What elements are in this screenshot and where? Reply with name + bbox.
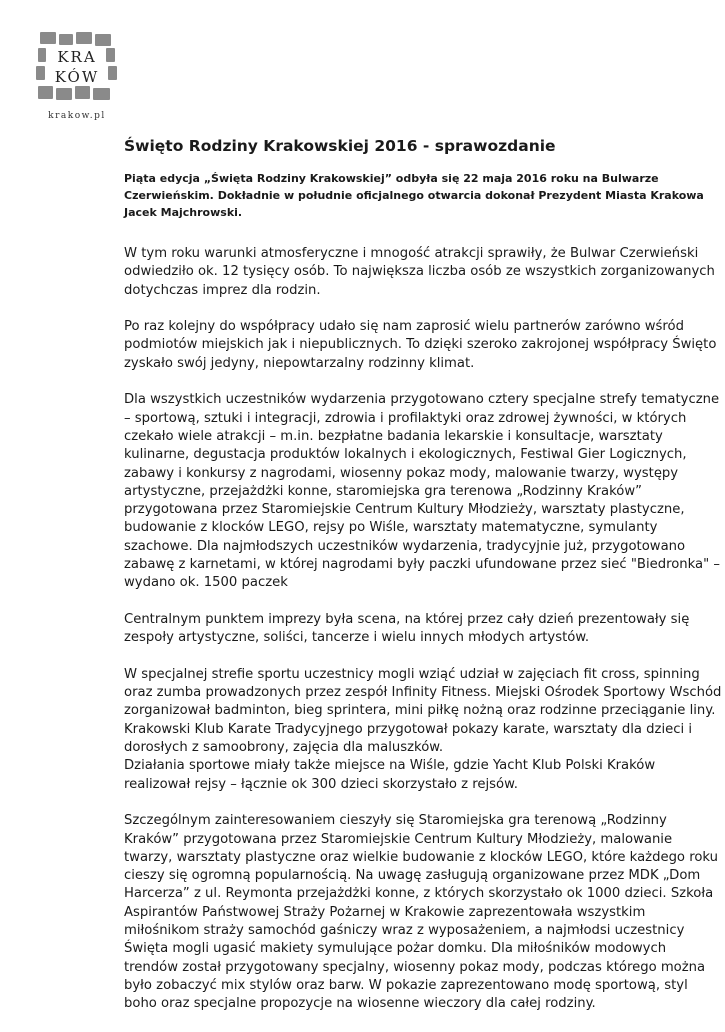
lead-paragraph: Piąta edycja „Święta Rodziny Krakowskiej” odbyła się 22 maja 2016 roku na Bulwarze Czerwieńskim. Dokładnie w południe oficjalnego otwarcia dokonał Prezydent Miasta Krakowa Jacek Majchrowski.	[124, 172, 704, 219]
body-paragraph: Dla wszystkich uczestników wydarzenia przygotowano cztery specjalne strefy tematyczne – sportową, sztuki i integracji, zdrowia i profilaktyki oraz zdrowej żywności, w których czekało wiele atrakcji – m.in. bezpłatne badania lekarskie i konsultacje, warsztaty kulinarne, degustacja produktów lokalnych i ekologicznych, Festiwal Gier Logicznych, zabawy i konkursy z nagrodami, wiosenny pokaz mody, malowanie twarzy, występy artystyczne, przejażdżki konne, staromiejska gra terenowa „Rodzinny Kraków” przygotowana przez Staromiejskie Centrum Kultury Młodzieży, warsztaty plastyczne, budowanie z klocków LEGO, rejsy po Wiśle, warsztaty matematyczne, symulanty szachowe. Dla najmłodszych uczestników wydarzenia, tradycyjnie już, przygotowano zabawę z karnetami, w której nagrodami były paczki ufundowane przez sieć "Biedronka" – wydano ok. 1500 paczek	[124, 392, 720, 591]
krakow-logo	[34, 30, 120, 122]
body-paragraph: Centralnym punktem imprezy była scena, na której przez cały dzień prezentowały się zespoły artystyczne, soliści, tancerze i wielu innych młodych artystów.	[124, 611, 690, 646]
body-paragraph: W tym roku warunki atmosferyczne i mnogość atrakcji sprawiły, że Bulwar Czerwieński odwiedziło ok. 12 tysięcy osób. To największa liczba osób ze wszystkich zorganizowanych dotychczas imprez dla rodzin.	[124, 246, 715, 298]
page-title: Święto Rodziny Krakowskiej 2016 - sprawozdanie	[124, 137, 556, 155]
logo-wordmark-bottom: KÓW	[54, 68, 100, 86]
body-paragraph: Szczególnym zainteresowaniem cieszyły się Staromiejska gra terenową „Rodzinny Kraków” przygotowana przez Staromiejskie Centrum Kultury Młodzieży, malowanie twarzy, warsztaty plastyczne oraz wielkie budowanie z klocków LEGO, które każdego roku cieszy się ogromną popularnością. Na uwagę zasługują organizowane przez MDK „Dom Harcerza” z ul. Reymonta przejażdżki konne, z których skorzystało ok 1000 dzieci. Szkoła Aspirantów Państwowej Straży Pożarnej w Krakowie zaprezentowała wszystkim miłośnikom straży samochód gaśniczy wraz z wyposażeniem, a najmłodsi uczestnicy Święta mogli ugasić makiety symulujące pożar domku. Dla miłośników modowych trendów został przygotowany specjalny, wiosenny pokaz mody, podczas którego można było zobaczyć mix stylów oraz barw. W pokazie zaprezentowano modę sportową, styl boho oraz specjalne propozycje na wiosenne wieczory dla całej rodziny.	[124, 813, 718, 1012]
report-body	[124, 245, 724, 1032]
logo-wordmark-top: KRA	[57, 48, 97, 66]
logo-url: krakow.pl	[48, 111, 106, 121]
body-paragraph: Po raz kolejny do współpracy udało się nam zaprosić wielu partnerów zarówno wśród podmiotów miejskich jak i niepublicznych. To dzięki szeroko zakrojonej współpracy Święto zyskało swój jedyny, niepowtarzalny rodzinny klimat.	[124, 319, 717, 371]
body-paragraph: W specjalnej strefie sportu uczestnicy mogli wziąć udział w zajęciach fit cross, spinning oraz zumba prowadzonych przez zespół Infinity Fitness. Miejski Ośrodek Sportowy Wschód zorganizował badminton, bieg sprintera, mini piłkę nożną oraz rodzinne przeciąganie liny. Krakowski Klub Karate Tradycyjnego przygotował pokazy karate, warsztaty dla dzieci i dorosłych z samoobrony, zajęcia dla maluszków. Działania sportowe miały także miejsce na Wiśle, gdzie Yacht Klub Polski Kraków realizował rejsy – łącznie ok 300 dzieci skorzystało z rejsów.	[124, 666, 722, 792]
